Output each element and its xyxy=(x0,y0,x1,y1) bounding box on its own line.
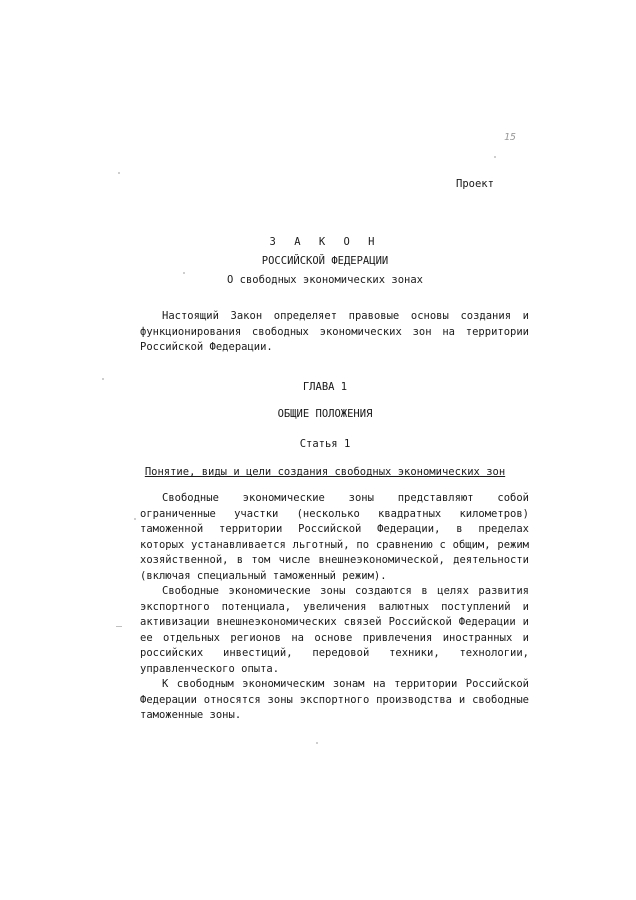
law-heading: З А К О Н xyxy=(269,236,381,248)
scan-speck xyxy=(494,156,496,158)
law-name: О свободных экономических зонах xyxy=(227,274,423,286)
article-paragraph: К свободным экономическим зонам на территории Российской Федерации относятся зоны экспортного производства и свободные таможенные зоны. xyxy=(140,678,529,721)
federation-heading: РОССИЙСКОЙ ФЕДЕРАЦИИ xyxy=(261,255,389,267)
article-number: Статья 1 xyxy=(299,438,351,450)
article-paragraph: Свободные экономические зоны создаются в целях развития экспортного потенциала, увеличения валютных поступлений и активизации внешнеэкономических связей Российской Федерации и ее отдельных регионов на основе привлечения иностранных и российских инвестиций, передовой техники, технологии, управленческого опыта. xyxy=(140,585,529,675)
project-label: Проект xyxy=(456,178,494,190)
scan-speck xyxy=(116,626,122,627)
scan-speck xyxy=(183,272,185,274)
article-body xyxy=(140,491,529,724)
scan-speck xyxy=(316,742,318,744)
scan-speck xyxy=(118,172,120,174)
chapter-number: ГЛАВА 1 xyxy=(302,381,348,393)
scan-speck xyxy=(102,378,104,380)
scan-speck xyxy=(134,518,136,520)
preamble-paragraph: Настоящий Закон определяет правовые основы создания и функционирования свободных экономических зон на территории Российской Федерации. xyxy=(140,310,529,353)
article-title: Понятие, виды и цели создания свободных экономических зон xyxy=(144,466,506,478)
chapter-title: ОБЩИЕ ПОЛОЖЕНИЯ xyxy=(277,408,373,420)
page-number-mark: 15 xyxy=(504,132,517,143)
article-paragraph: Свободные экономические зоны представляют собой ограниченные участки (несколько квадратных километров) таможенной территории Российской Федерации, в пределах которых устанавливается льготный, по сравнению с общим, режим хозяйственной, в том числе внешнеэкономической, деятельности (включая специальный таможенный режим). xyxy=(140,492,529,582)
